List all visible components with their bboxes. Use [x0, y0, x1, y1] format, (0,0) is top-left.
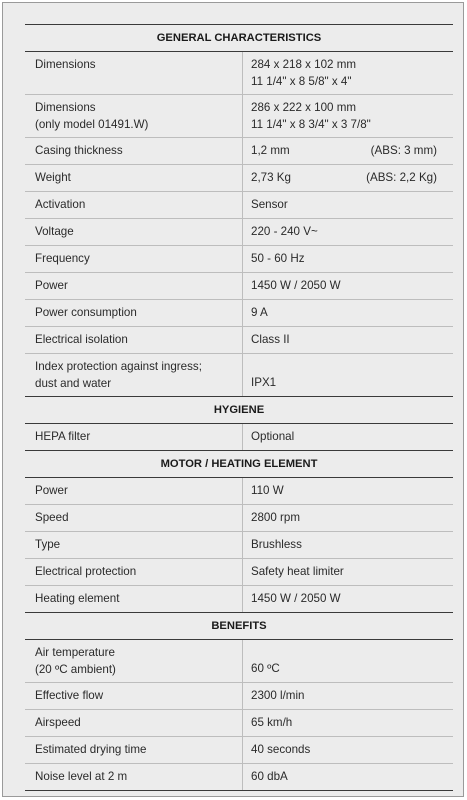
row-value: Class II: [251, 333, 290, 346]
row-value: 220 - 240 V~: [251, 225, 318, 238]
row-label: Electrical protection: [25, 559, 243, 585]
table-row-weight: [25, 165, 453, 192]
row-value: Brushless: [251, 538, 302, 551]
section-header-hygiene: HYGIENE: [25, 397, 453, 424]
row-label: Casing thickness: [25, 138, 243, 164]
row-value: IPX1: [251, 376, 277, 389]
row-value: 11 1/4" x 8 5/8" x 4": [251, 75, 352, 88]
row-value: 40 seconds: [251, 743, 311, 756]
spec-sheet: [2, 2, 464, 797]
row-label: Voltage: [25, 219, 243, 245]
row-label: Effective flow: [25, 683, 243, 709]
row-label: Weight: [25, 165, 243, 191]
table-row-air-temp: [25, 640, 453, 683]
row-value: 65 km/h: [251, 716, 293, 729]
row-label: (only model 01491.W): [35, 118, 149, 131]
row-value: 9 A: [251, 306, 268, 319]
table-row-flow: [25, 683, 453, 710]
table-row-frequency: [25, 246, 453, 273]
row-label: Electrical isolation: [25, 327, 243, 353]
row-value: 2,73 Kg: [251, 171, 291, 184]
table-row-dimensions-model: [25, 95, 453, 138]
row-value: 2800 rpm: [251, 511, 300, 524]
row-label: Index protection against ingress;: [35, 360, 202, 373]
table-row-speed: [25, 505, 453, 532]
row-value: 1450 W / 2050 W: [251, 592, 341, 605]
row-label: Power: [25, 273, 243, 299]
row-value: 286 x 222 x 100 mm: [251, 101, 357, 114]
table-row-casing: [25, 138, 453, 165]
section-header-benefits: BENEFITS: [25, 613, 453, 640]
row-value: 50 - 60 Hz: [251, 252, 305, 265]
row-value: 60 ºC: [251, 662, 280, 675]
row-label: Heating element: [25, 586, 243, 612]
row-value: 110 W: [251, 484, 284, 497]
table-row-voltage: [25, 219, 453, 246]
row-value: 2300 l/min: [251, 689, 305, 702]
table-row-motor-power: [25, 478, 453, 505]
table-row-heating: [25, 586, 453, 613]
table-row-isolation: [25, 327, 453, 354]
table-row-protection: [25, 559, 453, 586]
row-label: Type: [25, 532, 243, 558]
row-value: 60 dbA: [251, 770, 288, 783]
row-label: Dimensions: [35, 58, 96, 71]
row-value: Optional: [251, 430, 295, 443]
row-label: Airspeed: [25, 710, 243, 736]
table-row-airspeed: [25, 710, 453, 737]
row-value: Safety heat limiter: [251, 565, 344, 578]
row-note: (ABS: 3 mm): [370, 144, 437, 157]
table-row-activation: [25, 192, 453, 219]
row-value: Sensor: [251, 198, 288, 211]
row-label: HEPA filter: [25, 424, 243, 450]
row-label: Estimated drying time: [25, 737, 243, 763]
row-label: (20 ºC ambient): [35, 663, 116, 676]
table-row-power: [25, 273, 453, 300]
row-label: Activation: [25, 192, 243, 218]
table-row-consumption: [25, 300, 453, 327]
section-header-motor: MOTOR / HEATING ELEMENT: [25, 451, 453, 478]
table-row-ingress: [25, 354, 453, 397]
row-note: (ABS: 2,2 Kg): [366, 171, 437, 184]
row-label: Power: [25, 478, 243, 504]
row-value: 11 1/4" x 8 3/4" x 3 7/8": [251, 118, 371, 131]
row-label: Noise level at 2 m: [25, 764, 243, 790]
row-label: dust and water: [35, 377, 112, 390]
row-label: Air temperature: [35, 646, 115, 659]
row-value: 284 x 218 x 102 mm: [251, 58, 357, 71]
table-row-noise: [25, 764, 453, 790]
row-label: Dimensions: [35, 101, 96, 114]
row-label: Power consumption: [25, 300, 243, 326]
row-value: 1,2 mm: [251, 144, 290, 157]
table-row-dimensions: [25, 52, 453, 95]
row-label: Speed: [25, 505, 243, 531]
row-label: Frequency: [25, 246, 243, 272]
table-row-hepa: [25, 424, 453, 451]
section-header-general: GENERAL CHARACTERISTICS: [25, 25, 453, 52]
table-row-drying: [25, 737, 453, 764]
spec-table: [25, 24, 453, 791]
table-row-type: [25, 532, 453, 559]
row-value: 1450 W / 2050 W: [251, 279, 341, 292]
